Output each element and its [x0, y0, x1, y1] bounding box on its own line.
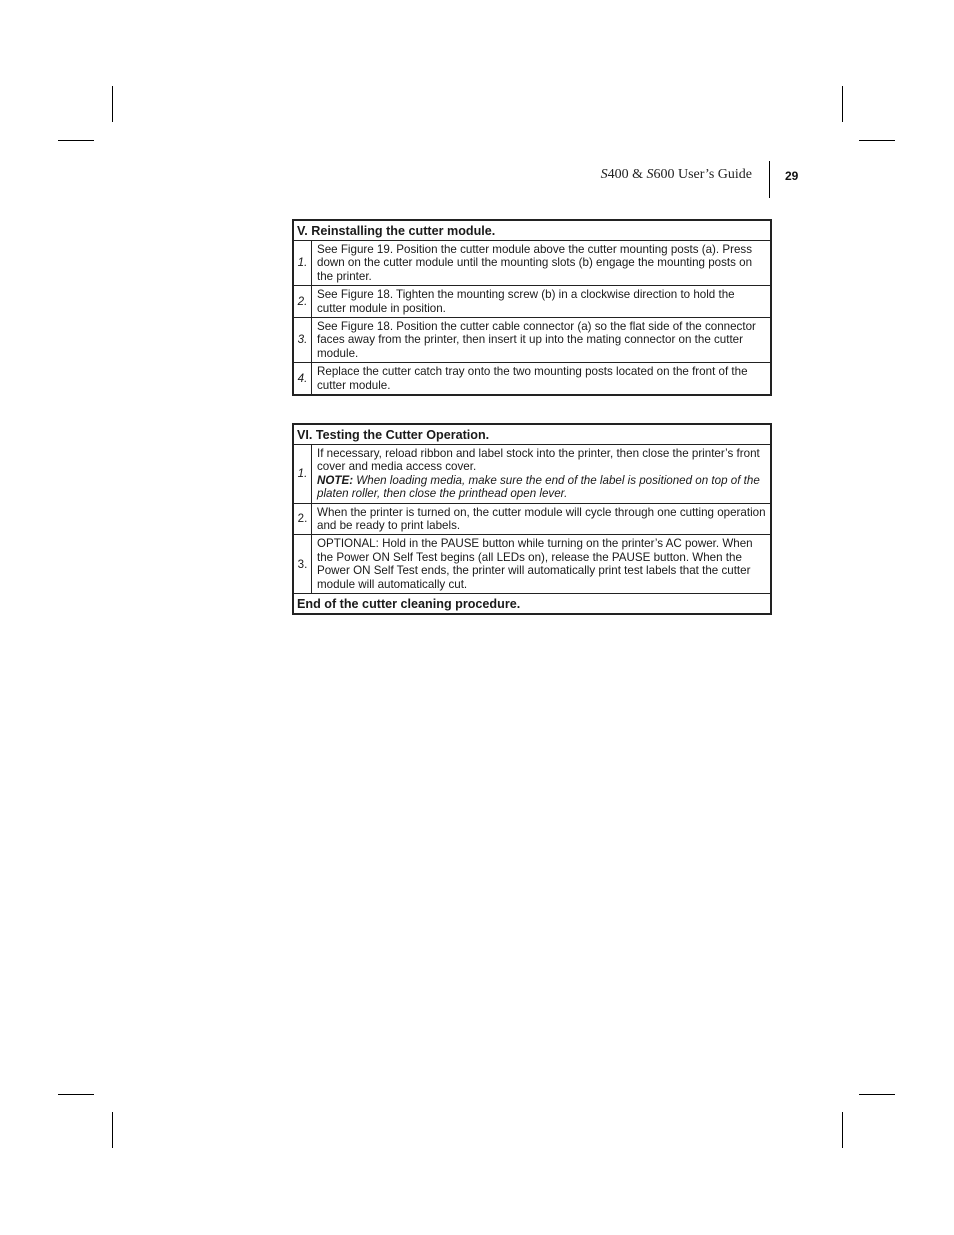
step-text: When the printer is turned on, the cutter module will cycle through one cutting operation and be ready to print labels. — [312, 503, 772, 535]
section-v-header-row — [293, 220, 771, 241]
step-number: 4. — [293, 363, 312, 395]
model-a-rest: 400 & — [607, 167, 647, 182]
note-label: NOTE: — [317, 473, 354, 487]
section-vi-header-row — [293, 424, 771, 445]
crop-mark-bottom-left-vertical — [112, 1112, 113, 1148]
step-text: See Figure 18. Tighten the mounting screw (b) in a clockwise direction to hold the cutter module in position. — [312, 286, 772, 318]
table-row — [293, 535, 771, 594]
crop-mark-top-left-vertical — [112, 86, 113, 122]
crop-mark-top-right-horizontal — [859, 140, 895, 141]
step-text: See Figure 19. Position the cutter module above the cutter mounting posts (a). Press down on the cutter module until the mounting slots (b) engage the mounting posts on the printer. — [312, 241, 772, 286]
crop-mark-bottom-right-horizontal — [859, 1094, 895, 1095]
table-row — [293, 503, 771, 535]
step-cell — [312, 445, 772, 504]
crop-mark-top-right-vertical — [842, 86, 843, 122]
step-number: 2. — [293, 286, 312, 318]
table-row — [293, 318, 771, 363]
step-number: 3. — [293, 535, 312, 594]
running-header — [560, 167, 752, 183]
step-number: 2. — [293, 503, 312, 535]
procedure-end-note: End of the cutter cleaning procedure. — [293, 594, 771, 615]
crop-mark-bottom-right-vertical — [842, 1112, 843, 1148]
model-b-letter: S — [646, 167, 654, 182]
crop-mark-top-left-horizontal — [58, 140, 94, 141]
model-a-letter: S — [600, 167, 608, 182]
section-v-table — [292, 219, 772, 396]
step-number: 3. — [293, 318, 312, 363]
table-row — [293, 286, 771, 318]
section-vi-table — [292, 423, 772, 615]
model-b-rest: 600 User’s Guide — [653, 167, 752, 182]
step-text: See Figure 18. Position the cutter cable connector (a) so the flat side of the connector faces away from the printer, then insert it up into the mating connector on the cutter module. — [312, 318, 772, 363]
page-number: 29 — [785, 169, 799, 183]
table-row — [293, 241, 771, 286]
crop-mark-bottom-left-horizontal — [58, 1094, 94, 1095]
section-v-title: V. Reinstalling the cutter module. — [293, 220, 771, 241]
step-text: If necessary, reload ribbon and label stock into the printer, then close the printer’s front cover and media access cover. — [317, 447, 760, 474]
step-number: 1. — [293, 445, 312, 504]
header-divider — [769, 161, 770, 198]
step-number: 1. — [293, 241, 312, 286]
table-row — [293, 445, 771, 504]
section-vi-title: VI. Testing the Cutter Operation. — [293, 424, 771, 445]
table-row — [293, 363, 771, 395]
note-text: When loading media, make sure the end of the label is positioned on top of the platen roller, then close the printhead open lever. — [317, 473, 760, 501]
step-text: OPTIONAL: Hold in the PAUSE button while turning on the printer’s AC power. When the Power ON Self Test begins (all LEDs on), release the PAUSE button. When the Power ON Self Test ends, the printer will automatically print test labels that the cutter module will automatically cut. — [312, 535, 772, 594]
step-text: Replace the cutter catch tray onto the two mounting posts located on the front of the cutter module. — [312, 363, 772, 395]
section-vi-footer-row — [293, 594, 771, 615]
